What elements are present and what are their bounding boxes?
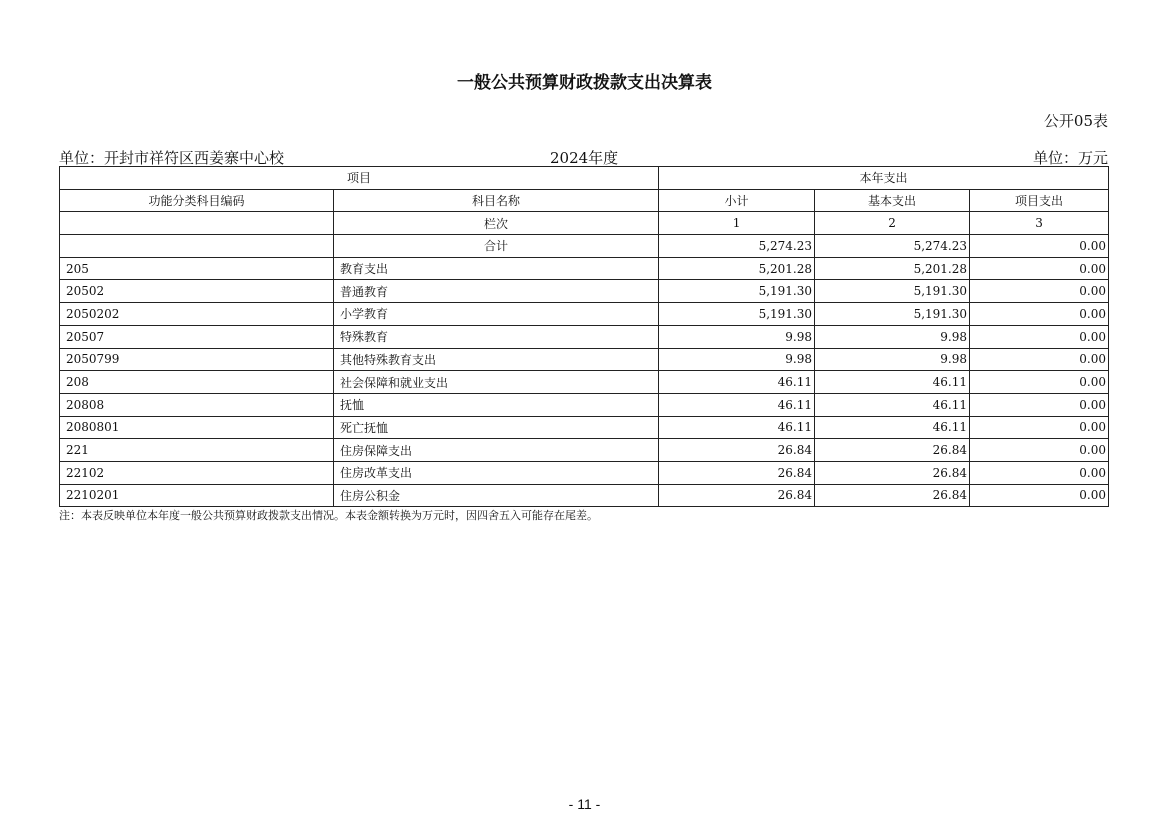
header-project: 项目支出: [970, 189, 1109, 212]
row-subtotal: 46.11: [659, 393, 815, 416]
total-empty-cell: [60, 235, 334, 258]
table-row: [60, 416, 1109, 439]
header-name: 科目名称: [334, 189, 659, 212]
row-name: 社会保障和就业支出: [334, 371, 659, 394]
total-basic: 5,274.23: [815, 235, 970, 258]
total-row: [60, 235, 1109, 258]
row-code: 20507: [60, 325, 334, 348]
row-subtotal: 9.98: [659, 325, 815, 348]
header-expense: 本年支出: [659, 167, 1109, 190]
row-project: 0.00: [970, 461, 1109, 484]
row-code: 205: [60, 257, 334, 280]
row-name: 抚恤: [334, 393, 659, 416]
total-subtotal: 5,274.23: [659, 235, 815, 258]
row-project: 0.00: [970, 325, 1109, 348]
row-project: 0.00: [970, 303, 1109, 326]
page-title: 一般公共预算财政拨款支出决算表: [457, 73, 712, 93]
table-row: [60, 303, 1109, 326]
row-subtotal: 5,191.30: [659, 280, 815, 303]
row-code: 208: [60, 371, 334, 394]
row-subtotal: 26.84: [659, 484, 815, 507]
row-code: 22102: [60, 461, 334, 484]
row-name: 住房保障支出: [334, 439, 659, 462]
index-3: 3: [970, 212, 1109, 235]
row-basic: 9.98: [815, 348, 970, 371]
expenditure-table: [59, 166, 1109, 507]
row-subtotal: 46.11: [659, 416, 815, 439]
table-row: [60, 439, 1109, 462]
table-row: [60, 348, 1109, 371]
row-project: 0.00: [970, 416, 1109, 439]
row-basic: 5,191.30: [815, 303, 970, 326]
table-row: [60, 461, 1109, 484]
row-subtotal: 26.84: [659, 439, 815, 462]
header-basic: 基本支出: [815, 189, 970, 212]
row-project: 0.00: [970, 484, 1109, 507]
row-subtotal: 9.98: [659, 348, 815, 371]
row-name: 普通教育: [334, 280, 659, 303]
table-row: [60, 325, 1109, 348]
row-project: 0.00: [970, 393, 1109, 416]
row-project: 0.00: [970, 257, 1109, 280]
row-subtotal: 26.84: [659, 461, 815, 484]
table-row: [60, 484, 1109, 507]
table-row: [60, 393, 1109, 416]
row-subtotal: 5,191.30: [659, 303, 815, 326]
header-item: 项目: [60, 167, 659, 190]
row-project: 0.00: [970, 439, 1109, 462]
row-name: 其他特殊教育支出: [334, 348, 659, 371]
row-name: 死亡抚恤: [334, 416, 659, 439]
row-name: 住房改革支出: [334, 461, 659, 484]
row-basic: 5,201.28: [815, 257, 970, 280]
row-basic: 9.98: [815, 325, 970, 348]
header-row-2: [60, 189, 1109, 212]
row-code: 20808: [60, 393, 334, 416]
form-number: 公开05表: [1043, 112, 1108, 130]
row-subtotal: 46.11: [659, 371, 815, 394]
row-code: 221: [60, 439, 334, 462]
footnote: 注：本表反映单位本年度一般公共预算财政拨款支出情况。本表金额转换为万元时，因四舍五入可能存在尾差。: [59, 509, 598, 522]
header-row-1: [60, 167, 1109, 190]
index-1: 1: [659, 212, 815, 235]
row-code: 2210201: [60, 484, 334, 507]
page-number: - 11 -: [568, 796, 601, 812]
row-code: 2080801: [60, 416, 334, 439]
organization-unit: 单位：开封市祥符区西姜寨中心校: [59, 149, 285, 167]
row-subtotal: 5,201.28: [659, 257, 815, 280]
row-basic: 5,191.30: [815, 280, 970, 303]
row-basic: 26.84: [815, 484, 970, 507]
row-basic: 46.11: [815, 416, 970, 439]
currency-unit: 单位：万元: [1032, 149, 1108, 167]
row-basic: 46.11: [815, 393, 970, 416]
row-name: 小学教育: [334, 303, 659, 326]
row-code: 20502: [60, 280, 334, 303]
index-empty-cell: [60, 212, 334, 235]
index-label: 栏次: [334, 212, 659, 235]
row-name: 特殊教育: [334, 325, 659, 348]
header-subtotal: 小计: [659, 189, 815, 212]
fiscal-year: 2024年度: [550, 149, 619, 167]
total-project: 0.00: [970, 235, 1109, 258]
table-row: [60, 371, 1109, 394]
row-code: 2050202: [60, 303, 334, 326]
row-project: 0.00: [970, 371, 1109, 394]
row-code: 2050799: [60, 348, 334, 371]
row-project: 0.00: [970, 348, 1109, 371]
row-name: 教育支出: [334, 257, 659, 280]
row-basic: 26.84: [815, 439, 970, 462]
row-basic: 46.11: [815, 371, 970, 394]
index-row: [60, 212, 1109, 235]
row-name: 住房公积金: [334, 484, 659, 507]
index-2: 2: [815, 212, 970, 235]
total-label: 合计: [334, 235, 659, 258]
table-row: [60, 280, 1109, 303]
header-code: 功能分类科目编码: [60, 189, 334, 212]
table-body: [60, 167, 1109, 507]
row-project: 0.00: [970, 280, 1109, 303]
row-basic: 26.84: [815, 461, 970, 484]
table-row: [60, 257, 1109, 280]
